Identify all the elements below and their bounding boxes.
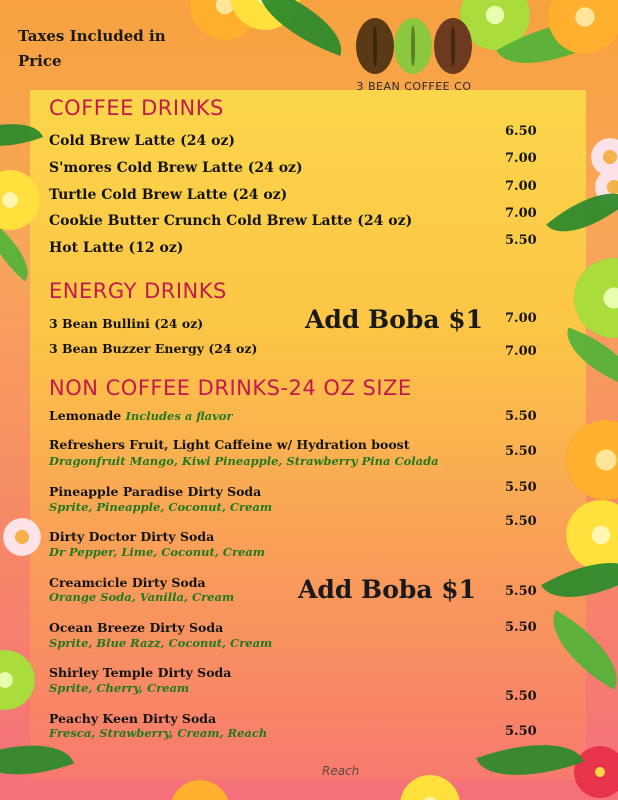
menu-item-price: 5.50 bbox=[505, 689, 537, 704]
coffee-bean-icon bbox=[356, 18, 394, 74]
menu-item-description: Sprite, Cherry, Cream bbox=[49, 681, 190, 695]
menu-item-price: 5.50 bbox=[505, 233, 537, 248]
taxes-included-note: Taxes Included in Price bbox=[18, 27, 166, 70]
section-title-coffee: COFFEE DRINKS bbox=[49, 96, 224, 120]
menu-item-price: 7.00 bbox=[505, 179, 537, 194]
menu-item: Hot Latte (12 oz) bbox=[49, 240, 184, 256]
menu-item: 3 Bean Bullini (24 oz) bbox=[49, 316, 204, 331]
add-boba-note: Add Boba $1 bbox=[298, 575, 477, 604]
menu-item: Ocean Breeze Dirty Soda bbox=[49, 620, 224, 635]
menu-item: Creamcicle Dirty Soda bbox=[49, 575, 206, 590]
hibiscus-flower-decoration bbox=[572, 744, 618, 800]
menu-item: 3 Bean Buzzer Energy (24 oz) bbox=[49, 341, 258, 356]
menu-item-price: 5.50 bbox=[505, 584, 537, 599]
menu-item-price: 5.50 bbox=[505, 409, 537, 424]
menu-item-description: Sprite, Blue Razz, Coconut, Cream bbox=[49, 636, 273, 650]
section-title-non-coffee: NON COFFEE DRINKS-24 OZ SIZE bbox=[49, 376, 412, 400]
plumeria-flower-decoration bbox=[0, 515, 44, 559]
menu-item-description: Fresca, Strawberry, Cream, Reach bbox=[49, 726, 268, 740]
brand-logo bbox=[354, 18, 474, 98]
menu-item-description: Dragonfruit Mango, Kiwi Pineapple, Strawberry Pina Colada bbox=[49, 454, 439, 468]
menu-item-price: 6.50 bbox=[505, 124, 537, 139]
menu-item-price: 7.00 bbox=[505, 151, 537, 166]
menu-item: S'mores Cold Brew Latte (24 oz) bbox=[49, 160, 303, 176]
menu-item-price: 7.00 bbox=[505, 311, 537, 326]
menu-item-price: 5.50 bbox=[505, 514, 537, 529]
menu-item-price: 5.50 bbox=[505, 480, 537, 495]
menu-item-description: Sprite, Pineapple, Coconut, Cream bbox=[49, 500, 273, 514]
menu-item-description: Includes a flavor bbox=[125, 409, 233, 423]
menu-item-name: Lemonade bbox=[49, 408, 122, 423]
menu-item: Cold Brew Latte (24 oz) bbox=[49, 133, 236, 149]
menu-item: Turtle Cold Brew Latte (24 oz) bbox=[49, 187, 288, 203]
menu-item: Cookie Butter Crunch Cold Brew Latte (24 oz) bbox=[49, 213, 413, 229]
menu-item-price: 7.00 bbox=[505, 344, 537, 359]
orange-slice-decoration bbox=[170, 780, 230, 800]
reach-footer-text: Reach bbox=[322, 764, 360, 778]
menu-item-price: 7.00 bbox=[505, 206, 537, 221]
brand-name: 3 BEAN COFFEE CO bbox=[356, 80, 472, 93]
menu-item: Peachy Keen Dirty Soda bbox=[49, 711, 217, 726]
menu-item: Refreshers Fruit, Light Caffeine w/ Hydration boost bbox=[49, 437, 410, 452]
menu-item-description: Orange Soda, Vanilla, Cream bbox=[49, 590, 235, 604]
menu-item: Dirty Doctor Dirty Soda bbox=[49, 529, 215, 544]
menu-item-price: 5.50 bbox=[505, 620, 537, 635]
menu-item: Pineapple Paradise Dirty Soda bbox=[49, 484, 262, 499]
add-boba-note: Add Boba $1 bbox=[305, 305, 484, 334]
menu-item-description: Dr Pepper, Lime, Coconut, Cream bbox=[49, 545, 265, 559]
section-title-energy: ENERGY DRINKS bbox=[49, 279, 227, 303]
menu-item: Shirley Temple Dirty Soda bbox=[49, 665, 232, 680]
menu-item bbox=[49, 408, 233, 423]
menu-item-price: 5.50 bbox=[505, 444, 537, 459]
coffee-bean-icon bbox=[394, 18, 432, 74]
menu-item-price: 5.50 bbox=[505, 724, 537, 739]
coffee-bean-icon bbox=[434, 18, 472, 74]
